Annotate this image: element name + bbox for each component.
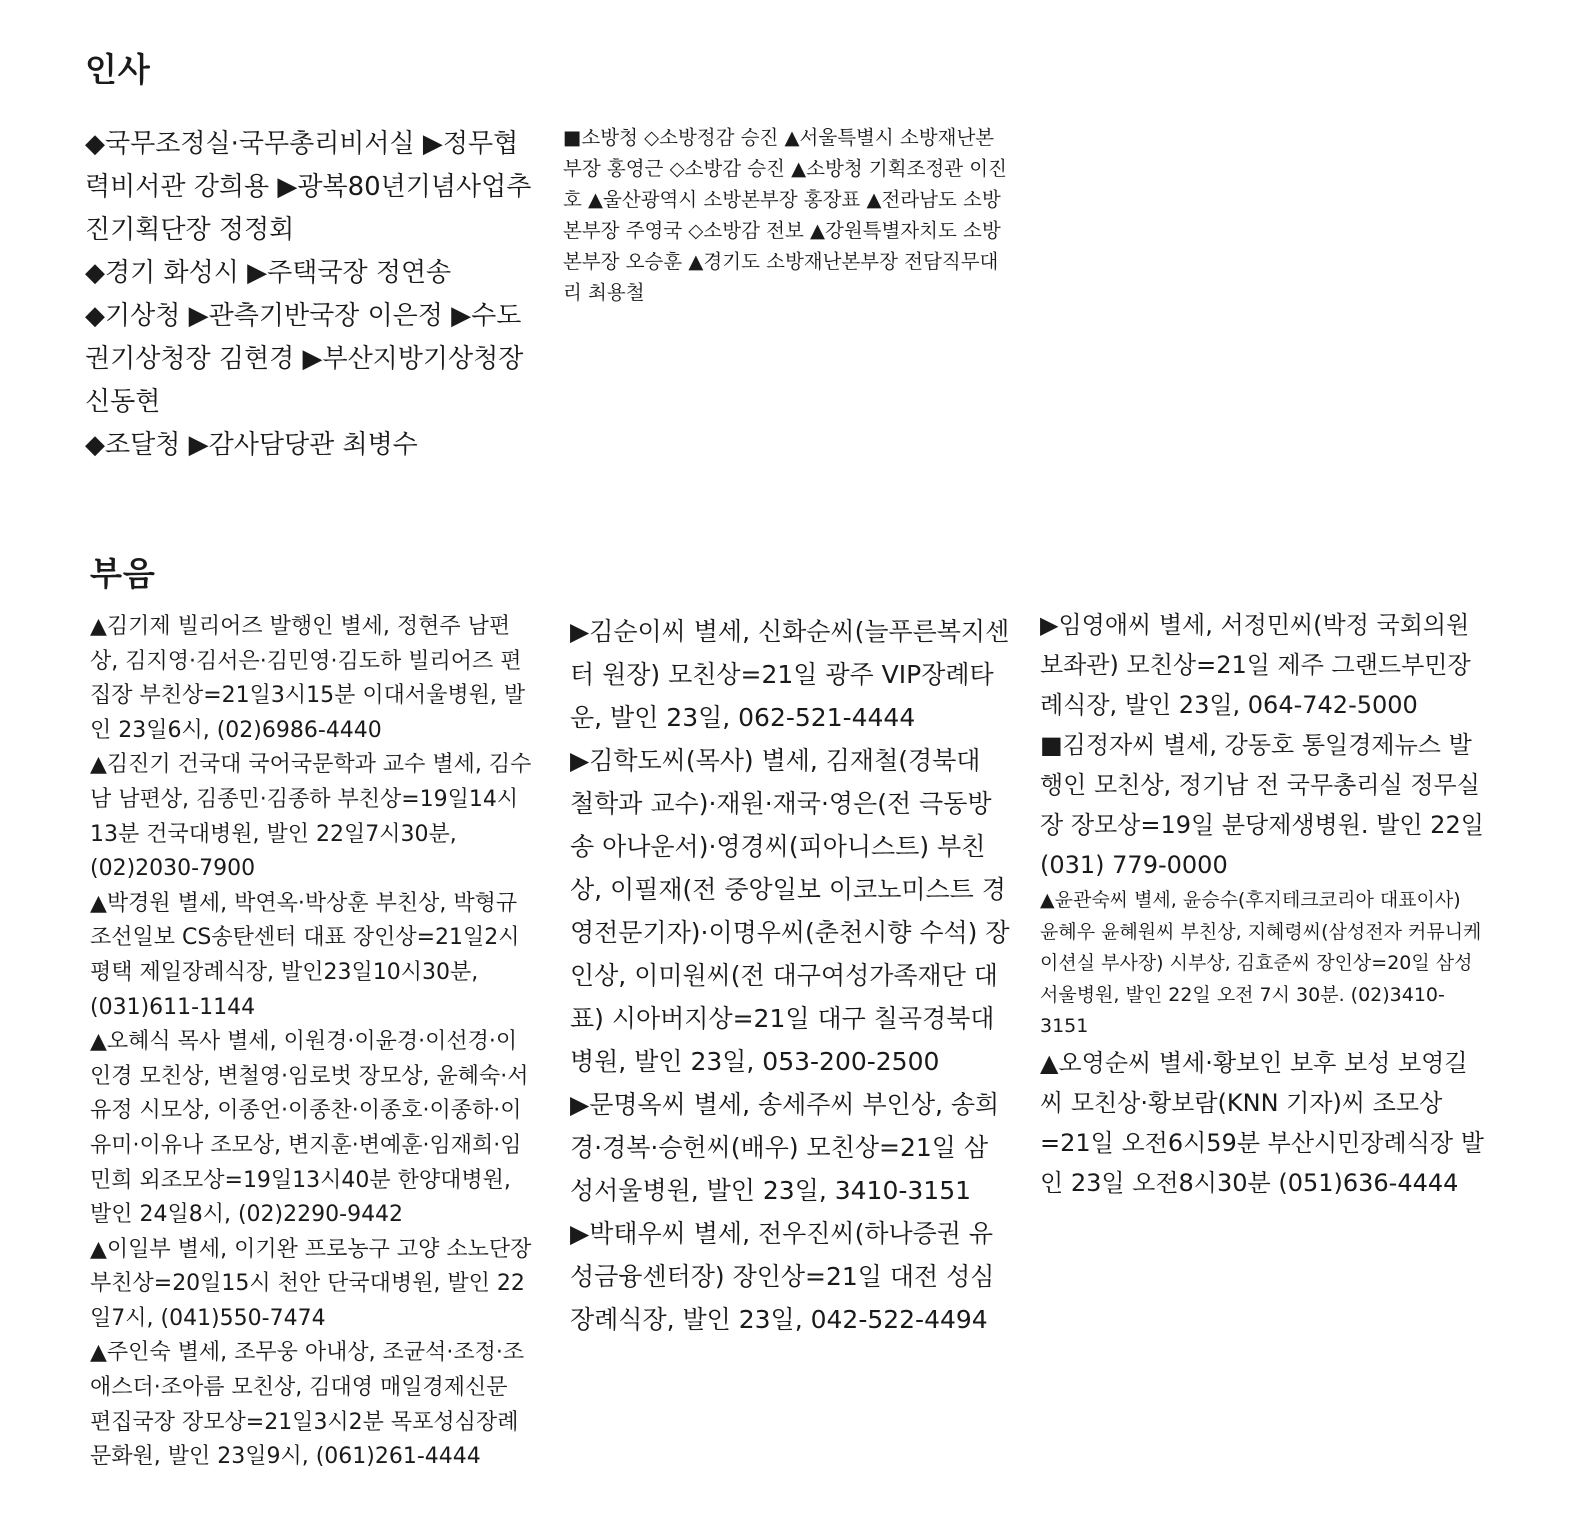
- insa-fire-agency-item: ■소방청 ◇소방정감 승진 ▲서울특별시 소방재난본부장 홍영근 ◇소방감 승진 ▲소방청 기획조정관 이진호 ▲울산광역시 소방본부장 홍장표 ▲전라남도 소방본부장 주영국 ◇소방감 전보 ▲강원특별자치도 소방본부장 오승훈 ▲경기도 소방재난본부장 전담직무대리 최용철: [563, 126, 1007, 304]
- bueum-column-3: [1040, 605, 1485, 1203]
- obituary-item: ▶김학도씨(목사) 별세, 김재철(경북대 철학과 교수)·재원·재국·영은(전 극동방송 아나운서)·영경씨(피아니스트) 부친상, 이필재(전 중앙일보 이코노미스트 경영전문기자)·이명우씨(춘천시향 수석) 장인상, 이미원씨(전 대구여성가족재단 대표) 시아버지상=21일 대구 칠곡경북대병원, 발인 23일, 053-200-2500: [570, 746, 1010, 1076]
- obituary-item: ▲김진기 건국대 국어국문학과 교수 별세, 김수남 남편상, 김종민·김종하 부친상=19일14시13분 건국대병원, 발인 22일7시30분, (02)2030-7900: [90, 752, 532, 882]
- obituary-item: ▶문명옥씨 별세, 송세주씨 부인상, 송희경·경복·승헌씨(배우) 모친상=21일 삼성서울병원, 발인 23일, 3410-3151: [570, 1090, 1000, 1205]
- insa-right-column: [563, 122, 1008, 308]
- insa-item: ◆경기 화성시 ▶주택국장 정연송: [85, 258, 452, 288]
- obituary-item: ▲김기제 빌리어즈 발행인 별세, 정현주 남편상, 김지영·김서은·김민영·김도하 빌리어즈 편집장 부친상=21일3시15분 이대서울병원, 발인 23일6시, (02)6986-4440: [90, 614, 526, 743]
- bueum-column-2: [570, 610, 1010, 1341]
- obituary-item: ▶임영애씨 별세, 서정민씨(박정 국회의원 보좌관) 모친상=21일 제주 그랜드부민장례식장, 발인 23일, 064-742-5000: [1040, 611, 1471, 719]
- insa-left-column: [85, 123, 535, 467]
- obituary-item: ▲윤관숙씨 별세, 윤승수(후지테크코리아 대표이사) 윤혜우 윤혜원씨 부친상, 지혜령씨(삼성전자 커뮤니케이션실 부사장) 시부상, 김효준씨 장인상=20일 삼성서울병원, 발인 22일 오전 7시 30분. (02)3410-3151: [1040, 889, 1482, 1037]
- obituary-item: ▲오혜식 목사 별세, 이원경·이윤경·이선경·이인경 모친상, 변철영·임로벗 장모상, 윤혜숙·서유정 시모상, 이종언·이종찬·이종호·이종하·이유미·이유나 조모상, 변지훈·변예훈·임재희·임민희 외조모상=19일13시40분 한양대병원, 발인 24일8시, (02)2290-9442: [90, 1029, 529, 1228]
- bueum-column-1: [90, 610, 535, 1475]
- insa-item: ◆국무조정실·국무총리비서실 ▶정무협력비서관 강희용 ▶광복80년기념사업추진기획단장 정정회: [85, 129, 532, 245]
- obituary-item: ▶김순이씨 별세, 신화순씨(늘푸른복지센터 원장) 모친상=21일 광주 VIP장례타운, 발인 23일, 062-521-4444: [570, 617, 1010, 732]
- obituary-item: ■김정자씨 별세, 강동호 통일경제뉴스 발행인 모친상, 정기남 전 국무총리실 정무실장 장모상=19일 분당제생병원. 발인 22일 (031) 779-0000: [1040, 731, 1484, 879]
- obituary-item: ▶박태우씨 별세, 전우진씨(하나증권 유성금융센터장) 장인상=21일 대전 성심장례식장, 발인 23일, 042-522-4494: [570, 1219, 995, 1334]
- obituary-item: ▲주인숙 별세, 조무웅 아내상, 조균석·조정·조애스더·조아름 모친상, 김대영 매일경제신문 편집국장 장모상=21일3시2분 목포성심장례문화원, 발인 23일9시, (061)261-4444: [90, 1340, 525, 1470]
- obituary-item: ▲박경원 별세, 박연옥·박상훈 부친상, 박형규 조선일보 CS송탄센터 대표 장인상=21일2시 평택 제일장례식장, 발인23일10시30분, (031)611-1144: [90, 890, 520, 1020]
- obituary-item: ▲오영순씨 별세·황보인 보후 보성 보영길씨 모친상·황보람(KNN 기자)씨 조모상=21일 오전6시59분 부산시민장례식장 발인 23일 오전8시30분 (051)636-4444: [1040, 1048, 1484, 1197]
- section-title-insa: 인사: [85, 50, 151, 89]
- insa-item: ◆조달청 ▶감사담당관 최병수: [85, 430, 418, 460]
- obituary-item: ▲이일부 별세, 이기완 프로농구 고양 소노단장 부친상=20일15시 천안 단국대병원, 발인 22일7시, (041)550-7474: [90, 1236, 532, 1331]
- section-title-bueum: 부음: [90, 554, 156, 593]
- insa-item: ◆기상청 ▶관측기반국장 이은정 ▶수도권기상청장 김현경 ▶부산지방기상청장 신동현: [85, 301, 524, 417]
